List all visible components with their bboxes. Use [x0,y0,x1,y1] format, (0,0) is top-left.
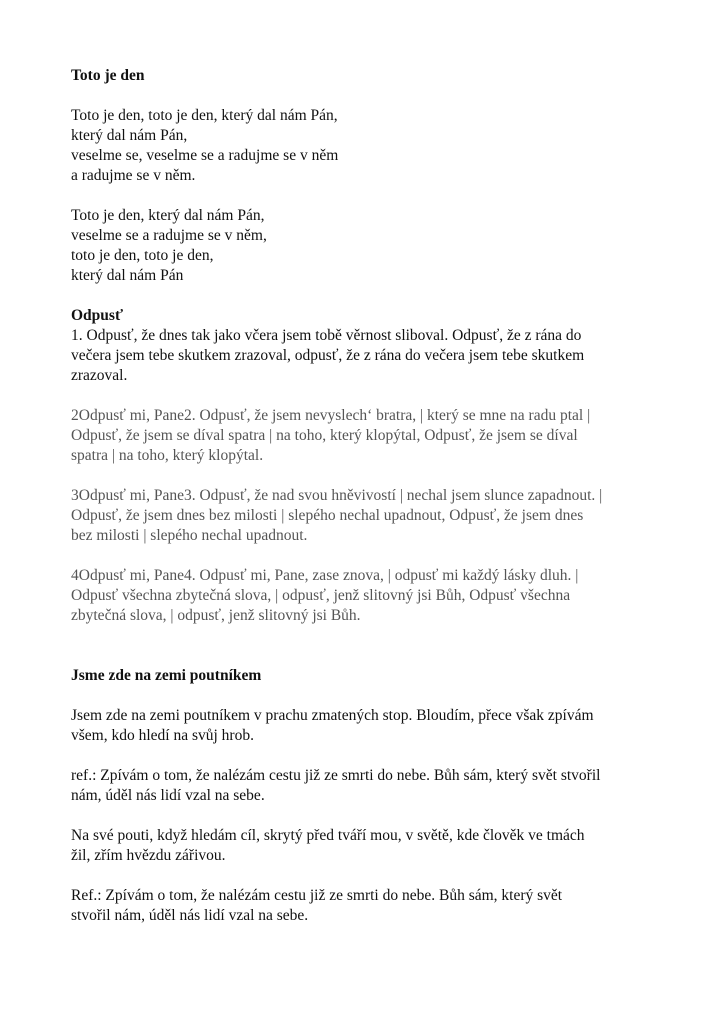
lyric-line: 1. Odpusť, že dnes tak jako včera jsem tobě věrnost sliboval. Odpusť, že z rána do [71,327,582,344]
lyric-line: večera jsem tebe skutkem zrazoval, odpusť, že z rána do večera jsem tebe skutkem [71,347,585,364]
lyric-line: 3Odpusť mi, Pane3. Odpusť, že nad svou hněvivostí | nechal jsem slunce zapadnout. | [71,487,603,504]
lyric-line: spatra | na toho, který klopýtal. [71,447,264,464]
lyric-line: stvořil nám, úděl nás lidí vzal na sebe. [71,907,309,924]
lyric-line: 2Odpusť mi, Pane2. Odpusť, že jsem nevyslech‘ bratra, | který se mne na radu ptal | [71,407,591,424]
verse [71,406,671,466]
lyric-line: toto je den, toto je den, [71,247,214,264]
document-page [71,66,671,926]
song-title-toto-je-den: Toto je den [71,67,145,84]
lyric-line: všem, kdo hledí na svůj hrob. [71,727,254,744]
lyric-line: Ref.: Zpívám o tom, že nalézám cestu již ze smrti do nebe. Bůh sám, který svět [71,887,563,904]
lyric-line: veselme se a radujme se v něm, [71,227,267,244]
lyric-line: Odpusť, že jsem se díval spatra | na toho, který klopýtal, Odpusť, že jsem se díval [71,427,578,444]
lyric-line: bez milosti | slepého nechal upadnout. [71,527,308,544]
lyric-line: Toto je den, toto je den, který dal nám Pán, [71,107,338,124]
lyric-line: Jsem zde na zemi poutníkem v prachu zmatených stop. Bloudím, přece však zpívám [71,707,594,724]
lyric-line: nám, úděl nás lidí vzal na sebe. [71,787,265,804]
lyric-line: žil, zřím hvězdu zářivou. [71,847,226,864]
lyric-line: který dal nám Pán, [71,127,188,144]
lyric-line: veselme se, veselme se a radujme se v něm [71,147,339,164]
lyric-line: a radujme se v něm. [71,167,196,184]
lyric-line: zrazoval. [71,367,128,384]
verse [71,826,671,866]
lyric-line: Toto je den, který dal nám Pán, [71,207,265,224]
lyric-line: Na své pouti, když hledám cíl, skrytý před tváří mou, v světě, kde člověk ve tmách [71,827,585,844]
lyric-line: 4Odpusť mi, Pane4. Odpusť mi, Pane, zase znova, | odpusť mi každý lásky dluh. | [71,567,579,584]
stanza [71,106,671,186]
verse [71,566,671,626]
verse [71,486,671,546]
lyric-line: Odpusť, že jsem dnes bez milosti | slepého nechal upadnout, Odpusť, že jsem dnes [71,507,584,524]
lyric-line: zbytečná slova, | odpusť, jenž slitovný jsi Bůh. [71,607,361,624]
lyric-line: ref.: Zpívám o tom, že nalézám cestu již ze smrti do nebe. Bůh sám, který svět stvořil [71,767,601,784]
song-title-odpust: Odpusť [71,307,124,324]
song-title-jsme-zde-na-zemi-poutnikem: Jsme zde na zemi poutníkem [71,667,262,684]
verse [71,326,671,386]
lyric-line: který dal nám Pán [71,267,184,284]
refrain [71,886,671,926]
lyric-line: Odpusť všechna zbytečná slova, | odpusť, jenž slitovný jsi Bůh, Odpusť všechna [71,587,571,604]
refrain [71,766,671,806]
verse [71,706,671,746]
stanza [71,206,671,286]
